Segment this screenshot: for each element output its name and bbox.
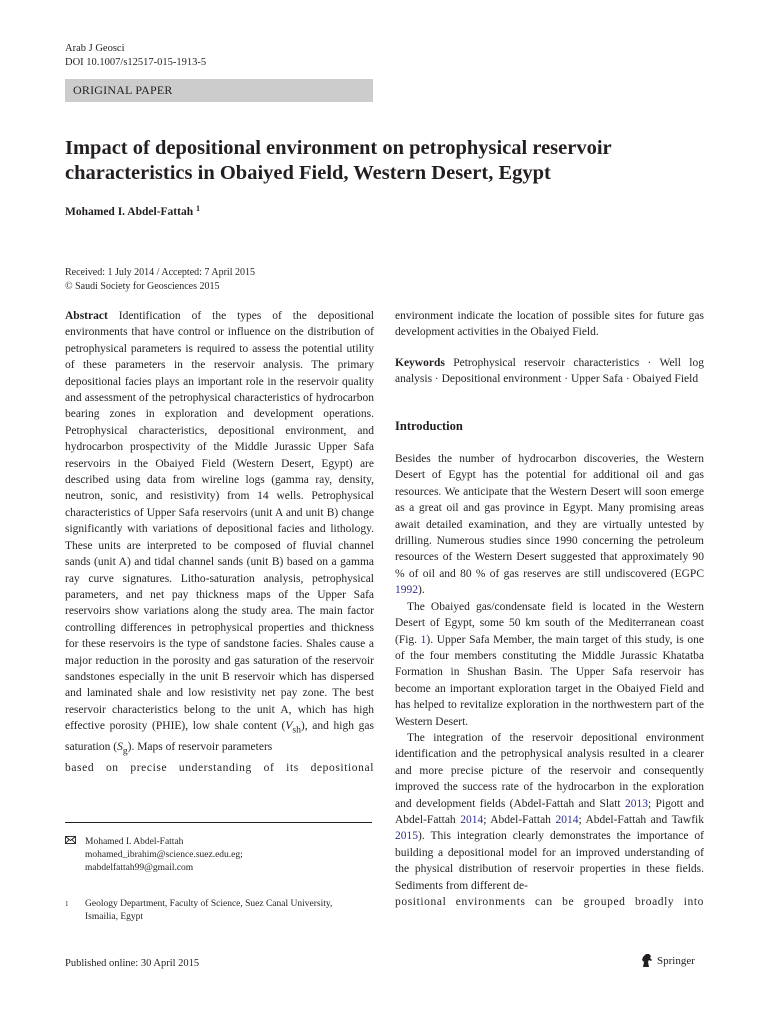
- intro-paragraph-3: [395, 730, 704, 894]
- intro-p3-text: ; Abdel-Fattah: [483, 813, 556, 826]
- intro-p3-text: ; Abdel-Fattah and Tawfik: [578, 813, 704, 826]
- citation-link[interactable]: 2014: [460, 813, 484, 826]
- abstract-text-mid: ), and high gas saturation (: [65, 720, 374, 753]
- keywords-label: Keywords: [395, 356, 445, 369]
- vsh-symbol: V: [285, 720, 293, 733]
- vsh-subscript: sh: [292, 724, 301, 736]
- corresponding-author-footnote: [65, 836, 243, 875]
- article-dates: [65, 266, 255, 294]
- footnote-divider: [65, 822, 372, 823]
- received-accepted: Received: 1 July 2014 / Accepted: 7 April 2015: [65, 267, 255, 278]
- keywords: [395, 355, 704, 388]
- affiliation-mark[interactable]: 1: [195, 204, 200, 213]
- publisher-logo: [640, 953, 695, 968]
- affiliation-footnote-mark: 1: [65, 900, 69, 908]
- affiliation-line-1: Geology Department, Faculty of Science, Suez Canal University,: [85, 899, 333, 909]
- author-name[interactable]: Mohamed I. Abdel-Fattah: [65, 206, 194, 218]
- article-title: [65, 136, 705, 186]
- title-line-1: Impact of depositional environment on petrophysical reservoir: [65, 137, 612, 159]
- contact-email-1[interactable]: mohamed_ibrahim@science.suez.edu.eg;: [85, 850, 243, 860]
- sg-subscript: g: [122, 745, 128, 757]
- springer-horse-icon: [640, 953, 654, 968]
- intro-paragraph-1: [395, 451, 704, 599]
- citation-link[interactable]: 2015: [395, 830, 418, 843]
- intro-p1-text-end: ).: [418, 584, 425, 597]
- abstract-label: Abstract: [65, 310, 108, 322]
- intro-p3-text: ). This integration clearly demonstrates the importance of building a depositional model for an improved understanding of the physical distribution of reservoir properties in these fields. Sediments from different de-: [395, 830, 704, 892]
- introduction-heading: Introduction: [395, 418, 463, 433]
- doi[interactable]: DOI 10.1007/s12517-015-1913-5: [65, 57, 207, 68]
- sg-symbol: S: [117, 740, 123, 753]
- publisher-name: Springer: [657, 954, 695, 967]
- abstract: [65, 308, 374, 760]
- figure-link[interactable]: 1: [420, 633, 427, 646]
- left-column: [65, 308, 374, 776]
- intro-p2-text: The Obaiyed gas/condensate field is located in the Western Desert of Egypt, some 50 km south of the Mediterranean coast (Fig.: [395, 600, 704, 646]
- article-type-banner: ORIGINAL PAPER: [65, 79, 373, 102]
- author-line: [65, 206, 200, 218]
- copyright-line: © Saudi Society for Geosciences 2015: [65, 281, 220, 292]
- right-column: [395, 308, 704, 910]
- abstract-text-end: ). Maps of reservoir parameters: [127, 740, 273, 753]
- intro-p3-last-line: positional environments can be grouped broadly into: [395, 896, 704, 908]
- journal-name: Arab J Geosci: [65, 43, 125, 54]
- abstract-last-line: based on precise understanding of its depositional: [65, 761, 374, 774]
- intro-paragraph-2: [395, 599, 704, 730]
- keywords-text: Petrophysical reservoir characteristics · Well log analysis · Depositional environment · Upper Safa · Obaiyed Field: [395, 356, 705, 386]
- intro-p1-text: Besides the number of hydrocarbon discoveries, the Western Desert of Egypt has the potential for additional oil and gas resources. We anticipate that the Western Desert will soon emerge as a great oil and gas province in Egypt. Many promising areas await detailed examination, and they are virtually untested by drilling. Numerous studies since 1990 concerning the petroleum resources of the Western Desert suggested that approximately 90 % of oil and 80 % of gas reserves are still undiscovered (EGPC: [395, 453, 704, 580]
- journal-info: [65, 42, 206, 70]
- affiliation-footnote: [65, 898, 332, 924]
- citation-link[interactable]: 2013: [624, 797, 648, 810]
- intro-p3-text: ; Pigott and Abdel-Fattah: [395, 797, 705, 826]
- title-line-2: characteristics in Obaiyed Field, Western Desert, Egypt: [65, 162, 551, 184]
- published-online: Published online: 30 April 2015: [65, 958, 200, 969]
- intro-p3-text: The integration of the reservoir depositional environment identification and the petrophysical analysis resulted in a clearer and more precise picture of the reservoir and consequently improved the success rate of the hydrocarbon in the exploration and development fields (Abdel-Fattah and Slatt: [395, 731, 704, 810]
- citation-link[interactable]: 2014: [555, 813, 579, 826]
- citation-link[interactable]: 1992: [395, 584, 418, 597]
- affiliation-line-2: Ismailia, Egypt: [85, 912, 144, 922]
- contact-email-2[interactable]: mabdelfattah99@gmail.com: [85, 863, 194, 873]
- contact-name: Mohamed I. Abdel-Fattah: [85, 837, 184, 847]
- envelope-icon: [65, 836, 85, 849]
- intro-p2-text-end: ). Upper Safa Member, the main target of this study, is one of the four members constituting the Middle Jurassic Khatatba Formation in Shushan Basin. The Upper Safa reservoir has become an important exploration target in the Obaiyed Field and has helped to revitalize exploration in the northwestern part of the Western Desert.: [395, 633, 704, 728]
- abstract-continuation: environment indicate the location of possible sites for future gas development activities in the Obaiyed Field.: [395, 310, 704, 339]
- abstract-text: Identification of the types of the depositional environments that have control or influence on the distribution of petrophysical parameters is required to assess the potential utility of these parameters in the reservoir analysis. The primary depositional facies plays an important role in the reservoir quality and assessment of the petrophysical characteristics of hydrocarbon bearing zones in exploration and development operations. Petrophysical characteristics, depositional environment, and hydrocarbon prospectivity of the Middle Jurassic Upper Safa reservoirs in the Obaiyed Field (Western Desert, Egypt) are described using data from wireline logs (gamma ray, density, neutron, sonic, and resistivity) from 14 wells. Petrophysical characteristics of Upper Safa reservoirs (unit A and unit B) change significantly with variations of depositional facies and lithology. These units are interpreted to be composed of fluvial channel sands (unit A) and tidal channel sands (unit B) based on a gamma ray curve signatures. Litho-saturation analysis, petrophysical parameters, and net pay thickness maps of the Upper Safa reservoirs show variations along the study area. The main factor controlling differences in petrophysical properties and thickness for these reservoirs is the type of sandstone facies. Shales cause a major reduction in the porosity and gas saturation of the reservoir sandstones especially in the unit B reservoir which has dispersed and laminated shale and low resistivity net pay zone. The best reservoir characteristics belong to the unit A, which has high effective porosity (PHIE), low shale content (: [65, 310, 374, 733]
